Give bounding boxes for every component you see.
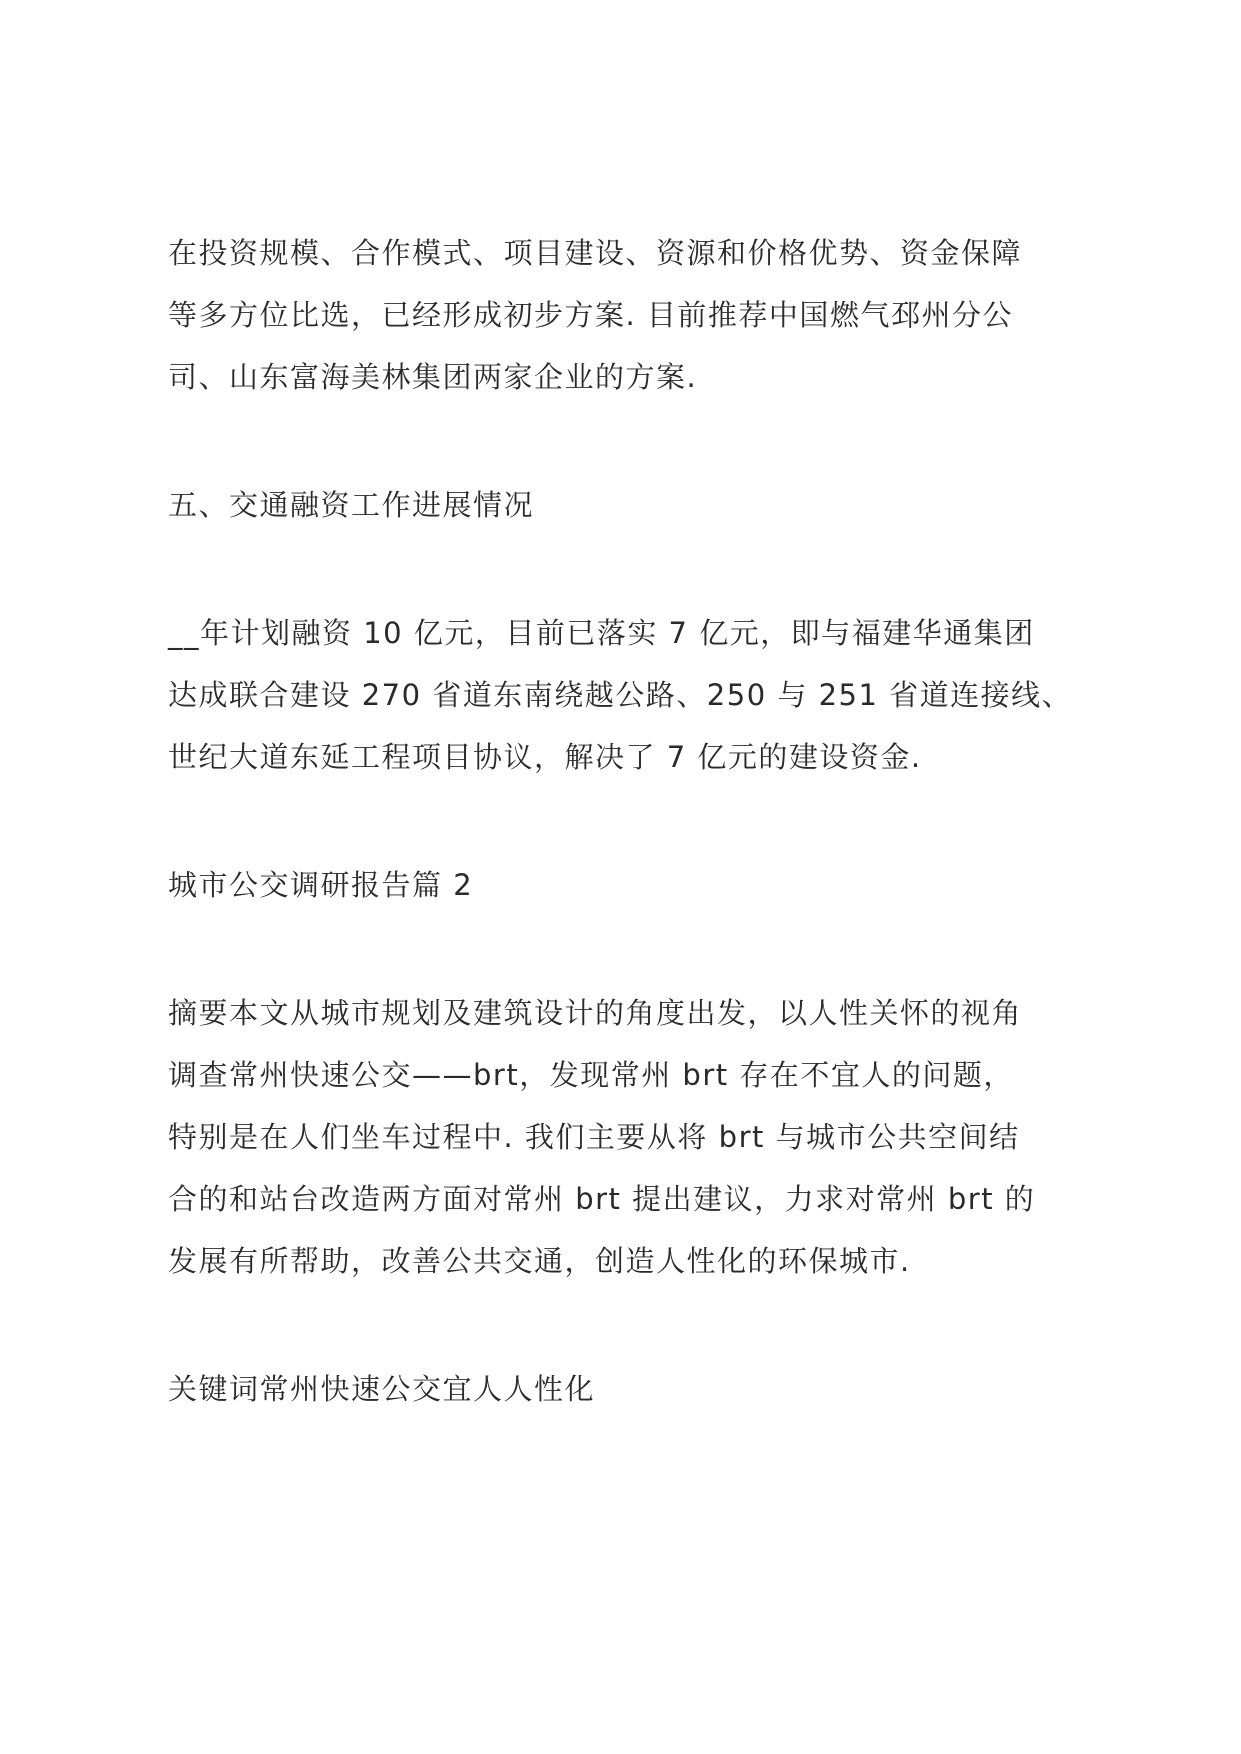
paragraph-investment-comparison (168, 222, 1098, 408)
paragraph-financing-progress (168, 602, 1098, 788)
text-line: 等多方位比选，已经形成初步方案. 目前推荐中国燃气邳州分公 (168, 298, 1013, 332)
text-line: __年计划融资 10 亿元，目前已落实 7 亿元，即与福建华通集团 (168, 616, 1035, 650)
text-line: 世纪大道东延工程项目协议，解决了 7 亿元的建设资金. (168, 740, 922, 774)
text-line: 调查常州快速公交——brt，发现常州 brt 存在不宜人的问题， (168, 1058, 1014, 1092)
section-heading-traffic-financing: 五、交通融资工作进展情况 (168, 488, 535, 522)
report-title-part-2: 城市公交调研报告篇 2 (168, 868, 474, 902)
document-body (168, 222, 1098, 1486)
text-line: 特别是在人们坐车过程中. 我们主要从将 brt 与城市公共空间结 (168, 1120, 1020, 1154)
keywords-line: 关键词常州快速公交宜人人性化 (168, 1372, 596, 1406)
paragraph-abstract (168, 982, 1098, 1292)
text-line: 达成联合建设 270 省道东南绕越公路、250 与 251 省道连接线、 (168, 678, 1073, 712)
text-line: 在投资规模、合作模式、项目建设、资源和价格优势、资金保障 (168, 236, 1023, 270)
text-line: 合的和站台改造两方面对常州 brt 提出建议，力求对常州 brt 的 (168, 1182, 1036, 1216)
text-line: 摘要本文从城市规划及建筑设计的角度出发，以人性关怀的视角 (168, 996, 1023, 1030)
text-line: 司、山东富海美林集团两家企业的方案. (168, 360, 698, 394)
text-line: 发展有所帮助，改善公共交通，创造人性化的环保城市. (168, 1244, 911, 1278)
